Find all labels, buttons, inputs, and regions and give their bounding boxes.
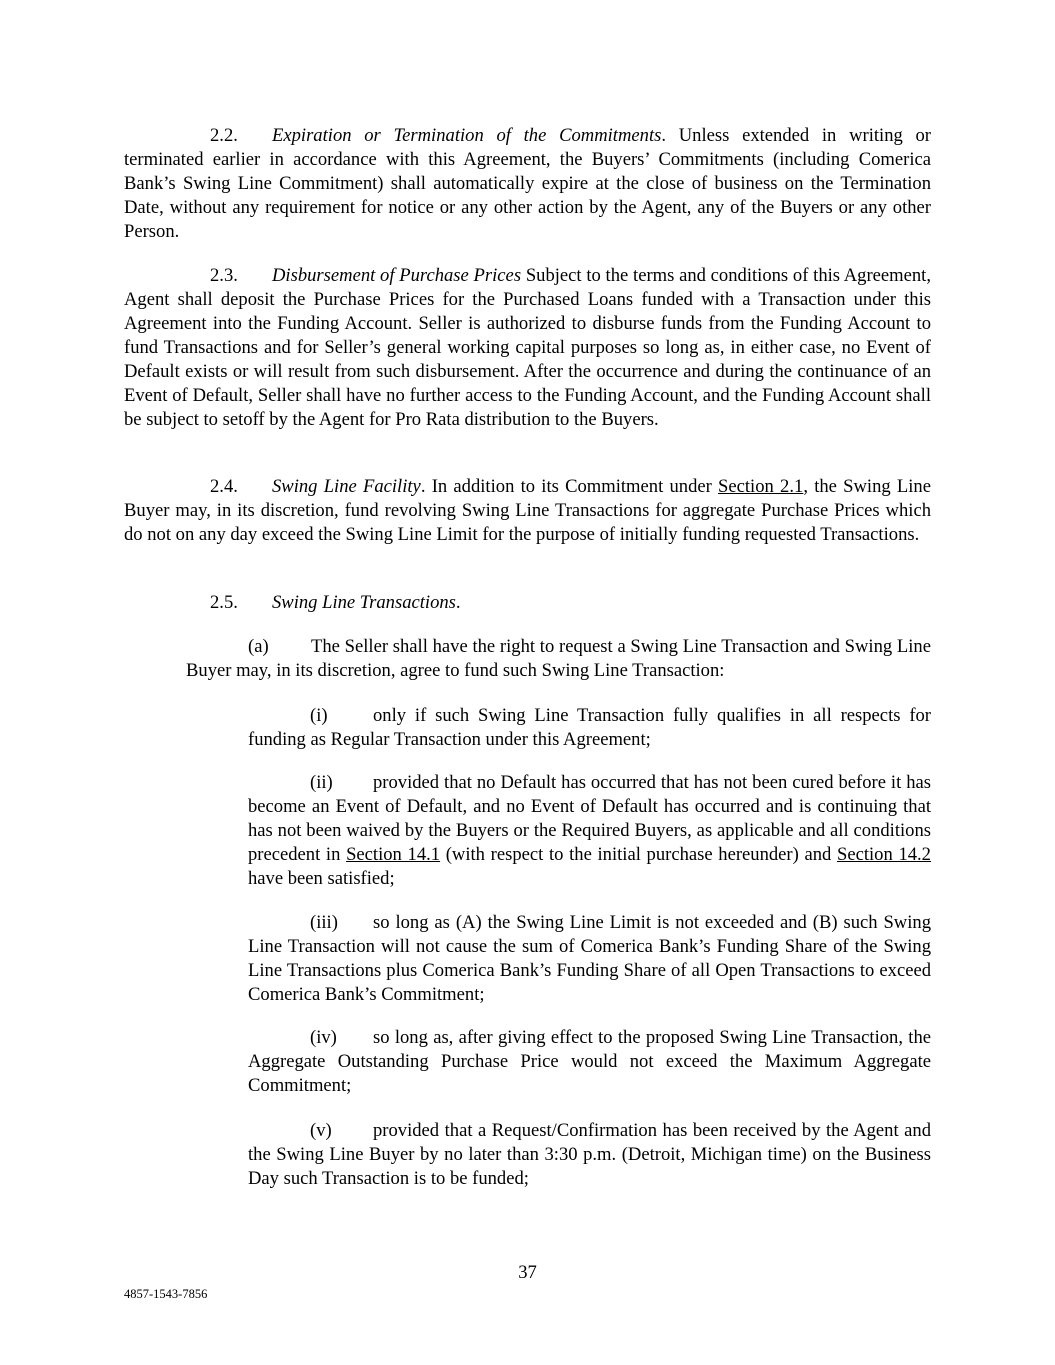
- section-number: 2.3.: [210, 265, 238, 286]
- section-heading: Disbursement of Purchase Prices: [272, 265, 522, 286]
- section-heading: Swing Line Transactions: [272, 592, 456, 613]
- section-2-2: [124, 124, 931, 244]
- clause-body: provided that no Default has occurred that has not been cured before it has become an Event of Default, and no Event of Default has occurred and is continuing that has not been waived by the Buyers or the Required Buyers, as applicable and all conditions precedent in: [248, 772, 931, 865]
- clause-a: [186, 635, 931, 683]
- clause-number: (v): [310, 1120, 332, 1141]
- cross-reference-link[interactable]: Section 14.1: [346, 844, 441, 865]
- section-body: , the Swing Line Buyer may, in its discretion, fund revolving Swing Line Transactions for aggregate Purchase Prices which do not on any day exceed the Swing Line Limit for the purpose of initially funding requested Transactions.: [124, 476, 931, 545]
- clause-i: [248, 704, 931, 752]
- section-body: Subject to the terms and conditions of this Agreement, Agent shall deposit the Purchase Prices for the Purchased Loans funded with a Transaction under this Agreement into the Funding Account. Seller is authorized to disburse funds from the Funding Account to fund Transactions and for Seller’s general working capital purposes so long as, in either case, no Event of Default exists or will result from such disbursement. After the occurrence and during the continuance of an Event of Default, Seller shall have no further access to the Funding Account, and the Funding Account shall be subject to setoff by the Agent for Pro Rata distribution to the Buyers.: [124, 265, 931, 430]
- clause-number: (iv): [310, 1027, 337, 1048]
- section-2-5: [124, 591, 931, 615]
- clause-body: so long as (A) the Swing Line Limit is not exceeded and (B) such Swing Line Transaction will not cause the sum of Comerica Bank’s Funding Share of the Swing Line Transactions plus Comerica Bank’s Funding Share of all Open Transactions to exceed Comerica Bank’s Commitment;: [248, 912, 931, 1005]
- section-number: 2.4.: [210, 476, 238, 497]
- clause-iii: [248, 911, 931, 1007]
- clause-iv: [248, 1026, 931, 1098]
- clause-number: (a): [248, 636, 269, 657]
- section-heading: Expiration or Termination of the Commitments: [272, 125, 662, 146]
- clause-body: (with respect to the initial purchase hereunder) and: [440, 844, 837, 865]
- section-number: 2.5.: [210, 592, 238, 613]
- clause-body: provided that a Request/Confirmation has been received by the Agent and the Swing Line Buyer by no later than 3:30 p.m. (Detroit, Michigan time) on the Business Day such Transaction is to be funded;: [248, 1120, 931, 1189]
- clause-body: have been satisfied;: [248, 868, 395, 889]
- section-number: 2.2.: [210, 125, 238, 146]
- section-heading: Swing Line Facility: [272, 476, 421, 497]
- document-id: 4857-1543-7856: [124, 1287, 208, 1301]
- clause-body: The Seller shall have the right to request a Swing Line Transaction and Swing Line Buyer may, in its discretion, agree to fund such Swing Line Transaction:: [186, 636, 931, 681]
- section-body: . Unless extended in writing or terminated earlier in accordance with this Agreement, the Buyers’ Commitments (including Comerica Bank’s Swing Line Commitment) shall automatically expire at the close of business on the Termination Date, without any requirement for notice or any other action by the Agent, any of the Buyers or any other Person.: [124, 125, 931, 242]
- section-heading-period: .: [455, 592, 461, 613]
- section-2-3: [124, 264, 931, 432]
- section-2-4: [124, 475, 931, 547]
- clause-ii: [248, 771, 931, 891]
- cross-reference-link[interactable]: Section 2.1: [718, 476, 804, 497]
- clause-v: [248, 1119, 931, 1191]
- cross-reference-link[interactable]: Section 14.2: [837, 844, 931, 865]
- clause-number: (iii): [310, 912, 338, 933]
- clause-number: (ii): [310, 772, 333, 793]
- clause-body: so long as, after giving effect to the proposed Swing Line Transaction, the Aggregate Outstanding Purchase Price would not exceed the Maximum Aggregate Commitment;: [248, 1027, 931, 1096]
- section-body: . In addition to its Commitment under: [420, 476, 719, 497]
- clause-number: (i): [310, 705, 328, 726]
- clause-body: only if such Swing Line Transaction fully qualifies in all respects for funding as Regular Transaction under this Agreement;: [248, 705, 931, 750]
- page-number: 37: [518, 1262, 537, 1283]
